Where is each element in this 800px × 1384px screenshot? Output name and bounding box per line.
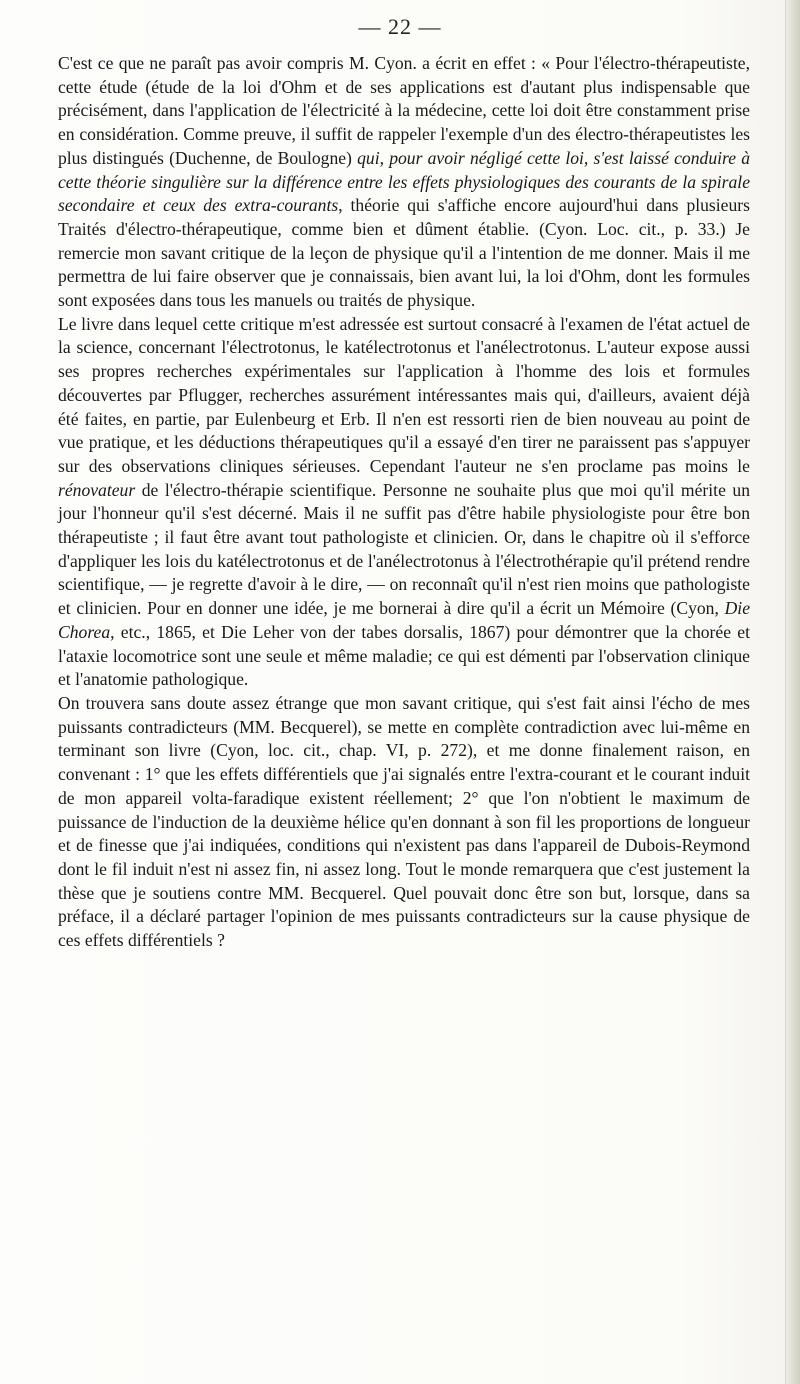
page-number: — 22 —	[358, 14, 442, 39]
text-segment: , théorie qui s'affiche encore aujourd'hui dans plusieurs Traités d'électro-thérapeutique, comme bien et dûment établie. (Cyon. Loc. cit., p. 33.) Je remercie mon savant critique de la leçon de physique qu'il a l'intention de me donner. Mais il me permettra de lui faire observer que je connaissais, bien avant lui, la loi d'Ohm, dont les formules sont exposées dans tous les manuels ou traités de physique.	[58, 195, 750, 311]
text-segment: Le livre dans lequel cette critique m'est adressée est surtout consacré à l'examen de l'état actuel de la science, concernant l'électrotonus, le katélectrotonus et l'anélectrotonus. L'auteur expose aussi ses propres recherches expérimentales sur l'application à l'homme des lois et formules découvertes par Pflugger, recherches assurément intéressantes mais qui, d'ailleurs, avaient déjà été faites, en partie, par Eulenbeurg et Erb. Il n'en est ressorti rien de bien nouveau au point de vue pratique, et les déductions thérapeutiques qu'il a essayé d'en tirer ne paraissent pas s'appuyer sur des observations cliniques sérieuses. Cependant l'auteur ne s'en proclame pas moins le	[58, 313, 750, 476]
text-segment: , etc., 1865, et Die Leher von der tabes dorsalis, 1867) pour démontrer que la chorée et l'ataxie locomotrice sont une seule et même maladie; ce qui est démenti par l'observation clinique et l'anatomie pathologique.	[58, 621, 750, 690]
text-segment: On trouvera sans doute assez étrange que mon savant critique, qui s'est fait ainsi l'écho de mes puissants contradicteurs (MM. Becquerel), se mette en complète contradiction avec lui-même en terminant son livre (Cyon, loc. cit., chap. VI, p. 272), et me donne finalement raison, en convenant : 1° que les effets différentiels que j'ai signalés entre l'extra-courant et le courant induit de mon appareil volta-faradique existent réellement; 2° que l'on n'obtient le maximum de puissance de l'induction de la deuxième hélice qu'en donnant à son fil les proportions de longueur et de finesse que j'ai indiquées, conditions qui n'existent pas dans l'appareil de Dubois-Reymond dont le fil induit n'est ni assez fin, ni assez long. Tout le monde remarquera que c'est justement la thèse que je soutiens contre MM. Becquerel. Quel pouvait donc être son but, lorsque, dans sa préface, il a déclaré partager l'opinion de mes puissants contradicteurs sur la cause physique de ces effets différentiels ?	[58, 692, 750, 951]
italic-segment: rénovateur	[58, 479, 136, 500]
paragraph-2	[58, 313, 750, 692]
paragraph-3	[58, 692, 750, 953]
italic-segment: Die Chorea	[58, 598, 750, 642]
text-segment: de l'électro-thérapie scientifique. Personne ne souhaite plus que moi qu'il mérite un jour l'honneur qu'il s'est décerné. Mais il ne suffit pas d'être habile physiologiste pour être bon thérapeutiste ; il faut être avant tout pathologiste et clinicien. Or, dans le chapitre où il s'efforce d'appliquer les lois du katélectrotonus et de l'anélectrotonus à l'électrothérapie qu'il prétend rendre scientifique, — je regrette d'avoir à le dire, — on reconnaît qu'il n'est rien moins que pathologiste et clinicien. Pour en donner une idée, je me bornerai à dire qu'il a écrit un Mémoire (Cyon,	[58, 479, 750, 619]
body-text	[58, 52, 750, 953]
page-edge-shadow	[785, 0, 800, 1384]
paragraph-1	[58, 52, 750, 313]
text-segment: C'est ce que ne paraît pas avoir compris M. Cyon. a écrit en effet : « Pour l'électro-thérapeutiste, cette étude (étude de la loi d'Ohm et de ses applications est d'autant plus indispensable que précisément, dans l'application de l'électricité à la médecine, cette loi doit être constamment prise en considération. Comme preuve, il suffit de rappeler l'exemple d'un des électro-thérapeutistes les plus distingués (Duchenne, de Boulogne)	[58, 53, 750, 168]
italic-segment: qui, pour avoir négligé cette loi, s'est laissé conduire à cette théorie singulière sur la différence entre les effets physiologiques des courants de la spirale secondaire et ceux des extra-courants	[58, 147, 751, 216]
